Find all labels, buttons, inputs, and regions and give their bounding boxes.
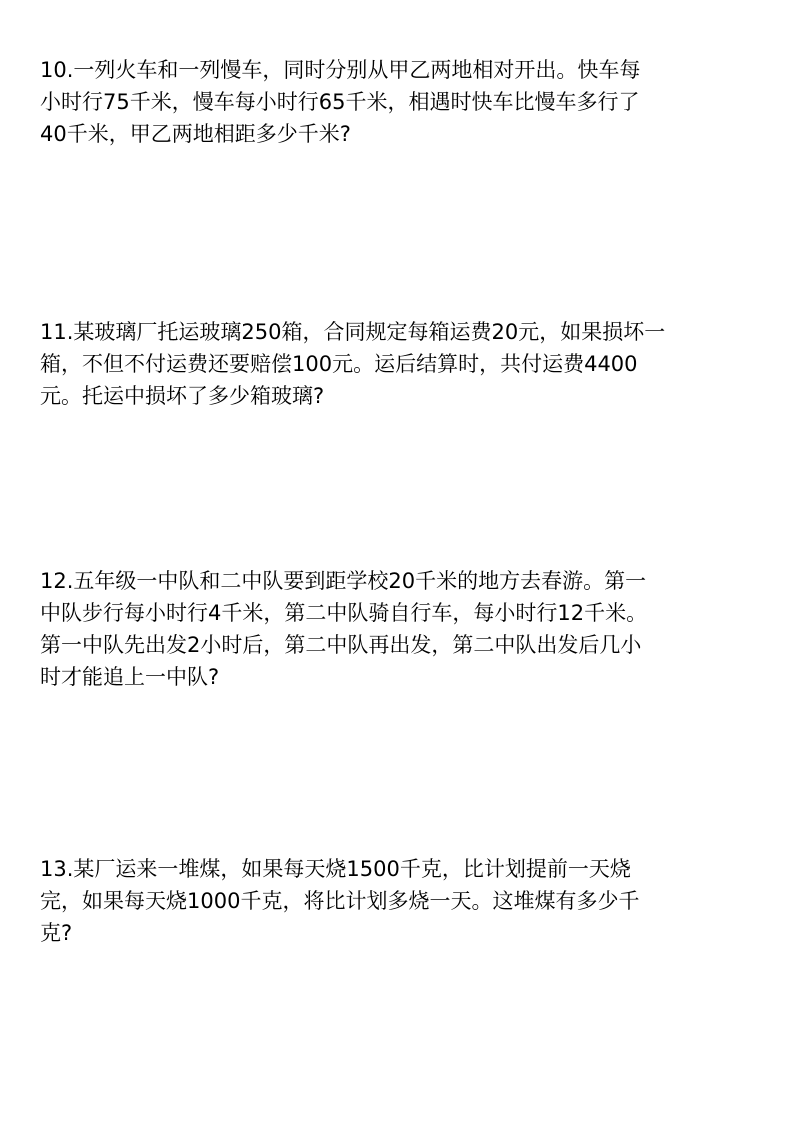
problem-12-line-1: 12.五年级一中队和二中队要到距学校20千米的地方去春游。第一 bbox=[40, 569, 647, 593]
problem-11 bbox=[40, 316, 752, 412]
problem-10 bbox=[40, 54, 752, 150]
problem-12-line-3: 第一中队先出发2小时后，第二中队再出发，第二中队出发后几小 bbox=[40, 633, 642, 657]
problem-13 bbox=[40, 853, 752, 949]
problem-12 bbox=[40, 565, 752, 693]
problem-13-line-1: 13.某厂运来一堆煤，如果每天烧1500千克，比计划提前一天烧 bbox=[40, 857, 631, 881]
problem-11-line-3: 元。托运中损坏了多少箱玻璃? bbox=[40, 384, 325, 408]
problem-11-line-2: 箱，不但不付运费还要赔偿100元。运后结算时，共付运费4400 bbox=[40, 352, 638, 376]
problem-13-line-2: 完，如果每天烧1000千克，将比计划多烧一天。这堆煤有多少千 bbox=[40, 889, 640, 913]
problem-13-line-3: 克? bbox=[40, 921, 73, 945]
problem-10-line-3: 40千米，甲乙两地相距多少千米? bbox=[40, 122, 351, 146]
problem-12-line-4: 时才能追上一中队? bbox=[40, 665, 220, 689]
problem-12-line-2: 中队步行每小时行4千米，第二中队骑自行车，每小时行12千米。 bbox=[40, 601, 648, 625]
problem-10-line-2: 小时行75千米，慢车每小时行65千米，相遇时快车比慢车多行了 bbox=[40, 90, 640, 114]
problem-11-line-1: 11.某玻璃厂托运玻璃250箱，合同规定每箱运费20元，如果损坏一 bbox=[40, 320, 666, 344]
problem-10-line-1: 10.一列火车和一列慢车，同时分别从甲乙两地相对开出。快车每 bbox=[40, 58, 641, 82]
